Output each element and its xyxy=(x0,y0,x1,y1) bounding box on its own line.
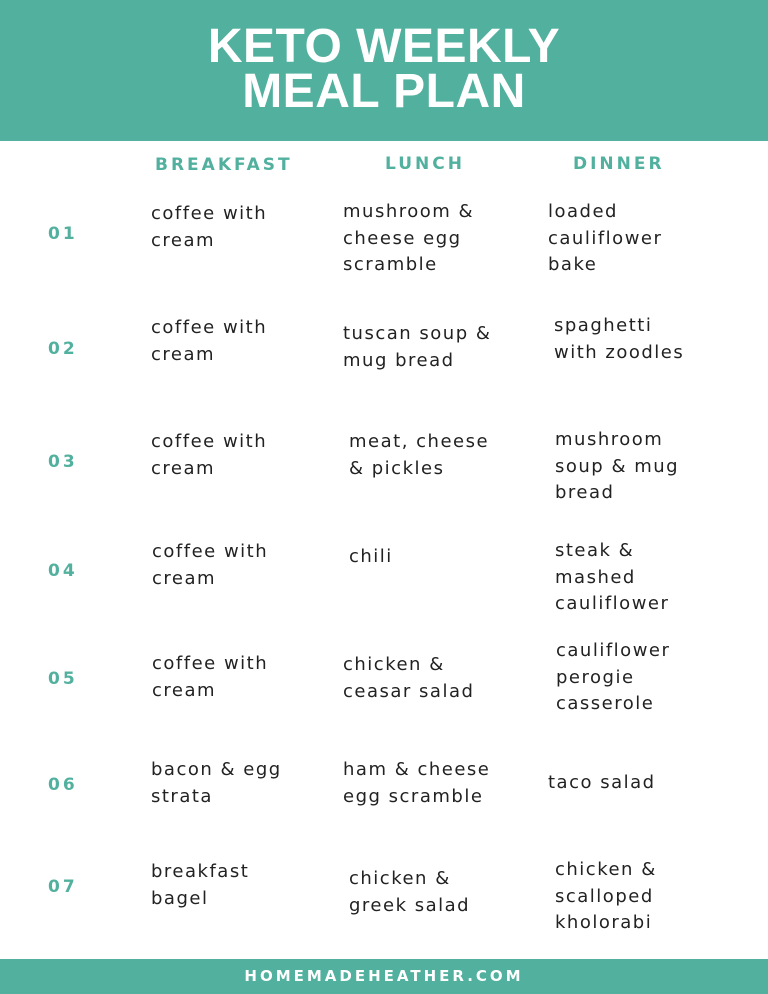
day-number: 02 xyxy=(48,339,78,359)
breakfast-cell: coffee with cream xyxy=(151,203,268,251)
breakfast-cell: breakfast bagel xyxy=(151,861,250,909)
day-number: 04 xyxy=(48,561,78,581)
lunch-cell: mushroom & cheese egg scramble xyxy=(343,201,475,275)
lunch-cell: ham & cheese egg scramble xyxy=(343,759,491,807)
day-number: 03 xyxy=(48,452,78,472)
dinner-cell: loaded cauliflower bake xyxy=(548,201,663,275)
lunch-cell: chicken & greek salad xyxy=(349,868,471,916)
dinner-cell: chicken & scalloped kholorabi xyxy=(555,859,657,933)
title-line-2: MEAL PLAN xyxy=(242,65,526,118)
lunch-cell: chicken & ceasar salad xyxy=(343,654,475,702)
breakfast-cell: coffee with cream xyxy=(152,541,269,589)
breakfast-cell: coffee with cream xyxy=(152,653,269,701)
header-banner xyxy=(0,0,768,141)
dinner-cell: cauliflower perogie casserole xyxy=(556,640,671,714)
title-line-1: KETO WEEKLY xyxy=(207,20,561,73)
column-header-lunch: LUNCH xyxy=(385,154,465,174)
dinner-cell: steak & mashed cauliflower xyxy=(555,540,670,614)
lunch-cell: meat, cheese & pickles xyxy=(349,431,490,479)
day-number: 05 xyxy=(48,669,78,689)
footer-website: HOMEMADEHEATHER.COM xyxy=(244,967,524,985)
column-header-dinner: DINNER xyxy=(573,154,665,174)
breakfast-cell: coffee with cream xyxy=(151,317,268,365)
day-number: 06 xyxy=(48,775,78,795)
lunch-cell: chili xyxy=(349,546,393,567)
dinner-cell: spaghetti with zoodles xyxy=(554,315,685,363)
dinner-cell: taco salad xyxy=(548,772,656,793)
column-header-breakfast: BREAKFAST xyxy=(155,155,293,175)
breakfast-cell: bacon & egg strata xyxy=(151,759,282,807)
breakfast-cell: coffee with cream xyxy=(151,431,268,479)
lunch-cell: tuscan soup & mug bread xyxy=(343,323,492,371)
day-number: 01 xyxy=(48,224,78,244)
dinner-cell: mushroom soup & mug bread xyxy=(555,429,680,503)
day-number: 07 xyxy=(48,877,78,897)
footer-banner xyxy=(0,959,768,994)
